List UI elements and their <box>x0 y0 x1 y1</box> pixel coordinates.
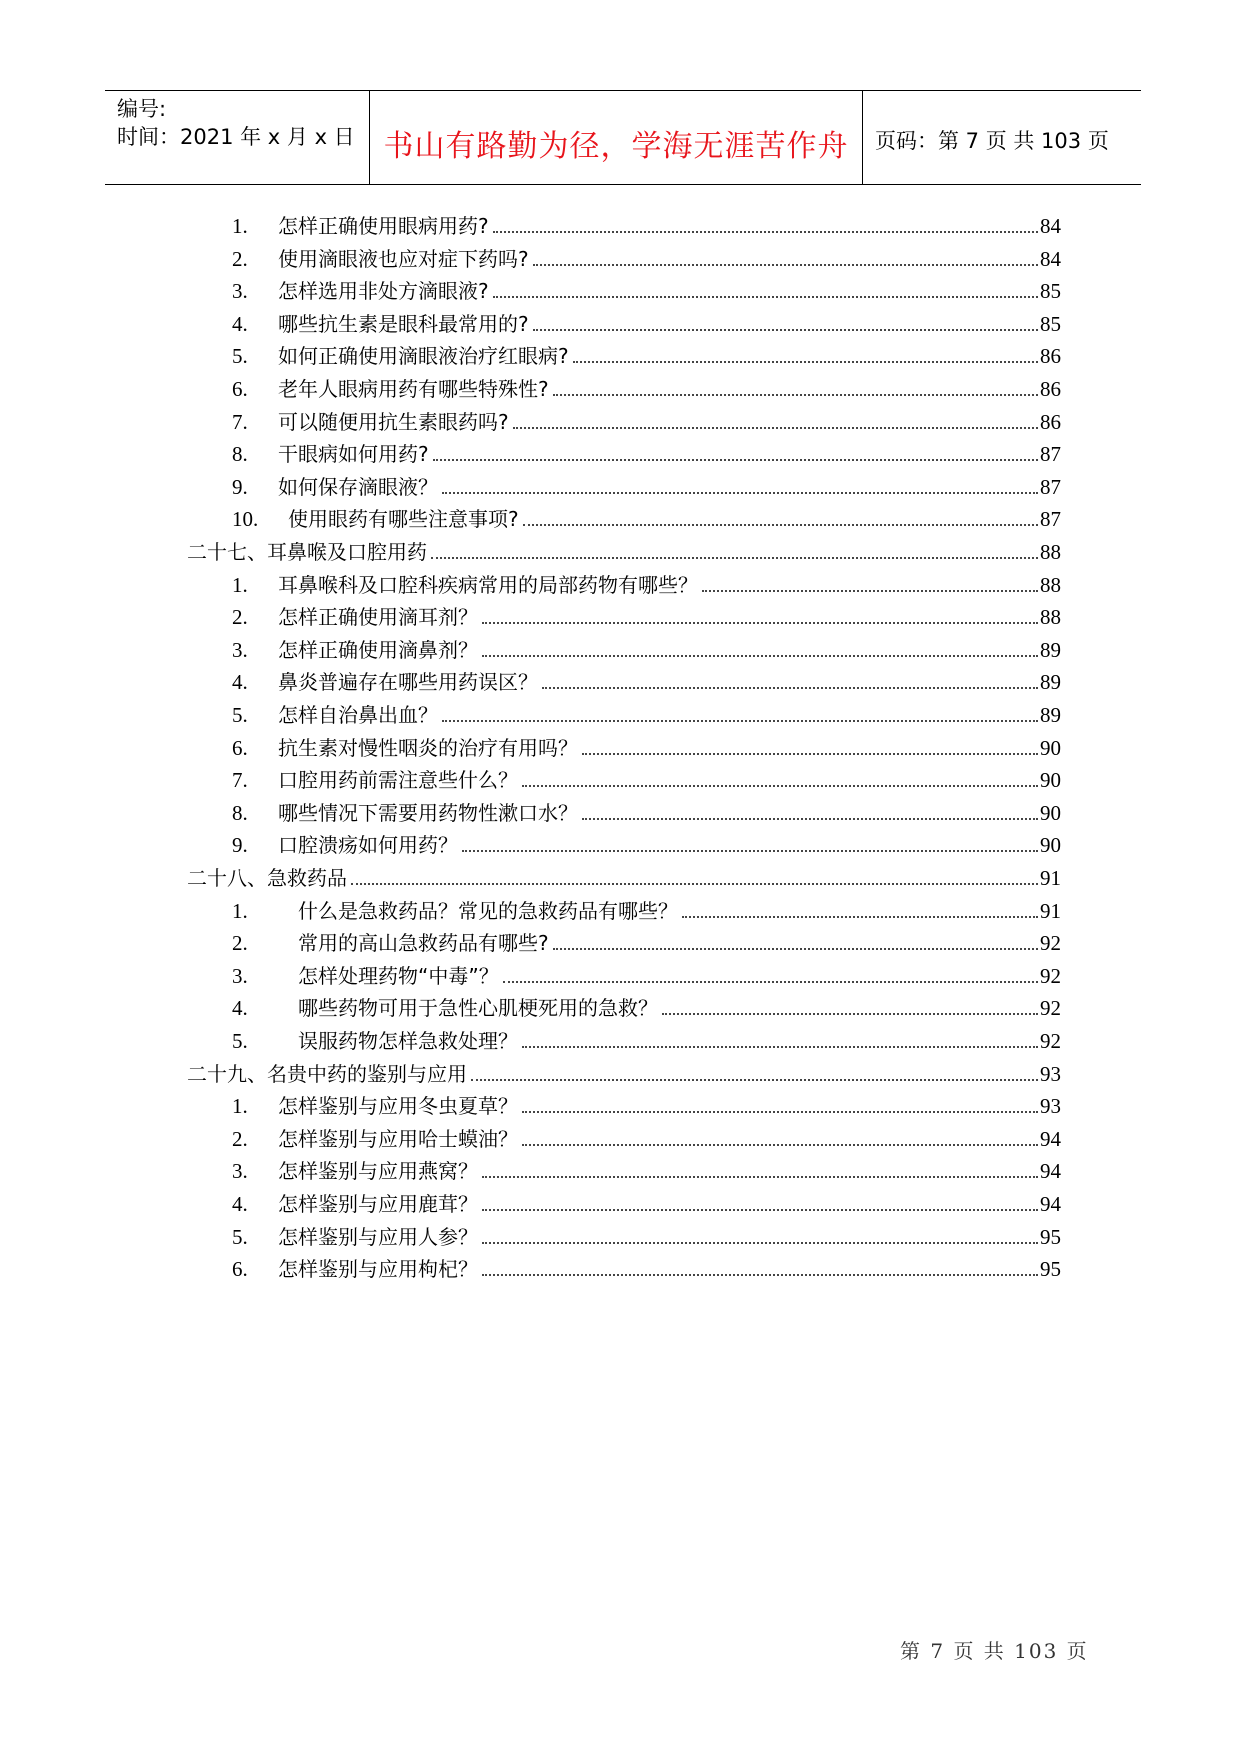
toc-title: 口腔溃疡如何用药？ <box>278 833 458 858</box>
toc-page-number: 95 <box>1040 1257 1061 1282</box>
toc-entry[interactable] <box>232 1090 1061 1122</box>
toc-chapter[interactable] <box>187 536 1061 568</box>
toc-title: 二十八、急救药品 <box>187 866 347 890</box>
toc-leader-dots <box>553 394 1038 396</box>
toc-title: 怎样鉴别与应用人参？ <box>278 1224 478 1249</box>
toc-entry[interactable] <box>232 406 1061 438</box>
toc-page-number: 86 <box>1040 344 1061 369</box>
toc-chapter[interactable] <box>187 862 1061 894</box>
toc-title: 如何保存滴眼液？ <box>278 474 438 499</box>
toc-number: 5. <box>232 703 248 727</box>
toc-page-number: 94 <box>1040 1192 1061 1216</box>
code-label: 编号: <box>117 97 167 121</box>
toc-title: 如何正确使用滴眼液治疗红眼病? <box>278 344 569 369</box>
toc-number: 6. <box>232 377 248 401</box>
toc-title: 使用眼药有哪些注意事项? <box>288 507 519 532</box>
toc-page-number: 90 <box>1040 833 1061 858</box>
toc-leader-dots <box>522 785 1038 787</box>
toc-number: 3. <box>232 1159 248 1184</box>
toc-page-number: 89 <box>1040 703 1061 727</box>
toc-leader-dots <box>533 329 1038 331</box>
toc-number: 4. <box>232 670 248 695</box>
toc-entry[interactable] <box>232 569 1061 601</box>
toc-entry[interactable] <box>232 210 1061 242</box>
toc-leader-dots <box>682 916 1038 918</box>
toc-leader-dots <box>442 720 1038 722</box>
toc-title: 干眼病如何用药? <box>278 442 429 467</box>
toc-number: 4. <box>232 996 248 1021</box>
toc-title: 鼻炎普遍存在哪些用药误区？ <box>278 670 538 695</box>
toc-title: 怎样鉴别与应用燕窝？ <box>278 1159 478 1184</box>
toc-page-number: 92 <box>1040 996 1061 1021</box>
toc-title: 二十九、名贵中药的鉴别与应用 <box>187 1061 467 1086</box>
toc-number: 3. <box>232 637 248 662</box>
toc-entry[interactable] <box>232 601 1061 633</box>
toc-leader-dots <box>503 981 1038 983</box>
page-header <box>105 90 1141 185</box>
toc-leader-dots <box>522 1046 1038 1048</box>
toc-number: 4. <box>232 1192 248 1216</box>
toc-page-number: 85 <box>1040 311 1061 336</box>
toc-leader-dots <box>471 1079 1038 1081</box>
toc-entry[interactable] <box>232 797 1061 829</box>
toc-title: 怎样自治鼻出血？ <box>278 703 438 727</box>
toc-leader-dots <box>523 524 1038 526</box>
toc-title: 怎样鉴别与应用哈士蟆油？ <box>278 1126 518 1151</box>
toc-title: 老年人眼病用药有哪些特殊性? <box>278 377 549 401</box>
toc-number: 1. <box>232 1094 248 1119</box>
toc-number: 2. <box>232 1126 248 1151</box>
toc-entry[interactable] <box>232 243 1061 275</box>
toc-page-number: 84 <box>1040 214 1061 238</box>
toc-page-number: 92 <box>1040 963 1061 988</box>
toc-leader-dots <box>662 1013 1038 1015</box>
toc-page-number: 86 <box>1040 409 1061 434</box>
motto: 书山有路勤为径，学海无涯苦作舟 <box>383 129 849 164</box>
toc-number: 3. <box>232 279 248 304</box>
toc-number: 2. <box>232 605 248 630</box>
toc-leader-dots <box>702 590 1038 592</box>
toc-entry[interactable] <box>232 666 1061 698</box>
toc-leader-dots <box>553 948 1038 950</box>
toc-number: 10. <box>232 507 259 532</box>
toc-entry[interactable] <box>232 1155 1061 1187</box>
toc-title: 二十七、耳鼻喉及口腔用药 <box>187 540 427 564</box>
toc-page-number: 93 <box>1040 1094 1061 1119</box>
toc-title: 怎样鉴别与应用冬虫夏草？ <box>278 1094 518 1119</box>
toc-leader-dots <box>493 296 1038 298</box>
toc-entry[interactable] <box>232 308 1061 340</box>
toc-leader-dots <box>433 459 1038 461</box>
toc-title: 误服药物怎样急救处理？ <box>298 1029 518 1053</box>
toc-number: 9. <box>232 474 248 499</box>
toc-leader-dots <box>462 850 1038 852</box>
toc-page-number: 90 <box>1040 768 1061 793</box>
toc-entry[interactable] <box>232 732 1061 764</box>
toc-page-number: 94 <box>1040 1126 1061 1151</box>
toc-title: 使用滴眼液也应对症下药吗? <box>278 246 529 271</box>
toc-number: 4. <box>232 311 248 336</box>
header-page-cell <box>863 91 1141 184</box>
toc-title: 抗生素对慢性咽炎的治疗有用吗？ <box>278 735 578 760</box>
toc-leader-dots <box>351 883 1038 885</box>
toc-leader-dots <box>542 687 1038 689</box>
toc-title: 耳鼻喉科及口腔科疾病常用的局部药物有哪些？ <box>278 572 698 597</box>
toc-number: 9. <box>232 833 248 858</box>
toc-page-number: 93 <box>1040 1061 1061 1086</box>
toc-title: 口腔用药前需注意些什么？ <box>278 768 518 793</box>
toc-title: 常用的高山急救药品有哪些? <box>298 931 549 956</box>
toc-page-number: 92 <box>1040 931 1061 956</box>
time-label: 时间：2021 年 x 月 x 日 <box>117 125 355 149</box>
toc-title: 可以随便用抗生素眼药吗? <box>278 409 509 434</box>
toc-number: 6. <box>232 735 248 760</box>
toc-title: 怎样正确使用滴耳剂？ <box>278 605 478 630</box>
toc-leader-dots <box>482 1209 1038 1211</box>
toc-number: 8. <box>232 442 248 467</box>
toc-page-number: 89 <box>1040 670 1061 695</box>
toc-title: 怎样正确使用滴鼻剂？ <box>278 637 478 662</box>
toc-leader-dots <box>582 818 1038 820</box>
toc-number: 1. <box>232 572 248 597</box>
toc-number: 1. <box>232 214 248 238</box>
toc-leader-dots <box>482 655 1038 657</box>
toc-leader-dots <box>442 492 1038 494</box>
toc-leader-dots <box>493 231 1038 233</box>
toc-entry[interactable] <box>232 927 1061 959</box>
toc-leader-dots <box>482 622 1038 624</box>
toc-leader-dots <box>533 264 1038 266</box>
toc-entry[interactable] <box>232 1123 1061 1155</box>
toc-page-number: 92 <box>1040 1029 1061 1053</box>
toc-number: 7. <box>232 768 248 793</box>
toc-title: 怎样正确使用眼病用药? <box>278 214 489 238</box>
toc-title: 哪些情况下需要用药物性漱口水？ <box>278 800 578 825</box>
toc-entry[interactable] <box>232 764 1061 796</box>
toc-entry[interactable] <box>232 992 1061 1024</box>
toc-entry[interactable] <box>232 1025 1061 1057</box>
toc-entry[interactable] <box>232 1253 1061 1285</box>
toc-entry[interactable] <box>232 960 1061 992</box>
toc-leader-dots <box>513 427 1038 429</box>
toc-page-number: 88 <box>1040 572 1061 597</box>
toc-leader-dots <box>522 1144 1038 1146</box>
toc-page-number: 94 <box>1040 1159 1061 1184</box>
toc-leader-dots <box>482 1176 1038 1178</box>
toc-entry[interactable] <box>232 699 1061 731</box>
toc-entry[interactable] <box>232 373 1061 405</box>
toc-leader-dots <box>482 1242 1038 1244</box>
toc-page-number: 87 <box>1040 474 1061 499</box>
toc-page-number: 95 <box>1040 1224 1061 1249</box>
toc-entry[interactable] <box>232 340 1061 372</box>
toc-number: 6. <box>232 1257 248 1282</box>
toc-entry[interactable] <box>232 895 1061 927</box>
toc-entry[interactable] <box>232 471 1061 503</box>
toc-entry[interactable] <box>232 275 1061 307</box>
toc-chapter[interactable] <box>187 1058 1061 1090</box>
page-footer: 第 7 页 共 103 页 <box>900 1639 1089 1663</box>
toc-entry[interactable] <box>232 1221 1061 1253</box>
toc-title: 哪些药物可用于急性心肌梗死用的急救？ <box>298 996 658 1021</box>
toc-title: 哪些抗生素是眼科最常用的? <box>278 311 529 336</box>
toc-page-number: 84 <box>1040 246 1061 271</box>
toc-leader-dots <box>573 361 1038 363</box>
page-info: 页码：第 7 页 共 103 页 <box>875 129 1109 153</box>
toc-page-number: 90 <box>1040 800 1061 825</box>
toc-title: 怎样选用非处方滴眼液? <box>278 279 489 304</box>
header-motto-cell <box>370 91 863 184</box>
toc-entry[interactable] <box>232 438 1061 470</box>
toc-number: 5. <box>232 1224 248 1249</box>
toc-page-number: 89 <box>1040 637 1061 662</box>
toc-page-number: 87 <box>1040 442 1061 467</box>
toc-number: 8. <box>232 800 248 825</box>
toc-number: 2. <box>232 246 248 271</box>
toc-page-number: 86 <box>1040 377 1061 401</box>
toc-entry[interactable] <box>232 503 1061 535</box>
toc-leader-dots <box>431 557 1038 559</box>
toc-page-number: 88 <box>1040 605 1061 630</box>
toc-entry[interactable] <box>232 634 1061 666</box>
toc-title: 怎样处理药物“中毒”？ <box>298 963 499 988</box>
toc-leader-dots <box>582 753 1038 755</box>
toc-number: 7. <box>232 409 248 434</box>
toc-page-number: 90 <box>1040 735 1061 760</box>
toc-page-number: 88 <box>1040 540 1061 564</box>
toc-leader-dots <box>522 1111 1038 1113</box>
toc-page-number: 91 <box>1040 866 1061 890</box>
toc-entry[interactable] <box>232 1188 1061 1220</box>
toc-number: 2. <box>232 931 248 956</box>
toc-page-number: 87 <box>1040 507 1061 532</box>
toc-number: 3. <box>232 963 248 988</box>
toc-title: 怎样鉴别与应用鹿茸？ <box>278 1192 478 1216</box>
toc-title: 怎样鉴别与应用枸杞？ <box>278 1257 478 1282</box>
toc-page-number: 85 <box>1040 279 1061 304</box>
toc-number: 5. <box>232 1029 248 1053</box>
header-meta-cell <box>105 91 370 184</box>
toc-title: 什么是急救药品？常见的急救药品有哪些？ <box>298 898 678 923</box>
toc-number: 1. <box>232 898 248 923</box>
toc-number: 5. <box>232 344 248 369</box>
toc-entry[interactable] <box>232 829 1061 861</box>
toc-page-number: 91 <box>1040 898 1061 923</box>
toc-leader-dots <box>482 1274 1038 1276</box>
